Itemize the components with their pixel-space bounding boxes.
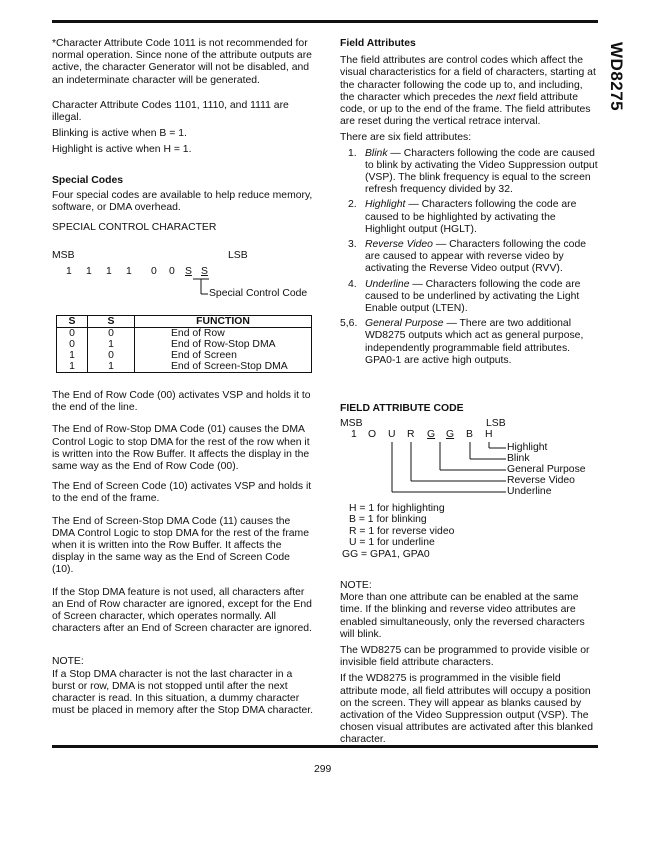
table-cell: 0 xyxy=(57,339,88,350)
def-gg: GG = GPA1, GPA0 xyxy=(342,548,430,560)
table-cell: End of Screen-Stop DMA xyxy=(135,361,312,373)
field-attribute-leader-lines xyxy=(340,418,598,500)
item-name: Underline xyxy=(365,278,410,290)
item-number: 5,6. xyxy=(340,318,358,330)
bit-s2: S xyxy=(201,266,208,277)
table-header-s1: S xyxy=(57,316,88,328)
def-r: R = 1 for reverse video xyxy=(349,525,455,537)
special-control-code-label: Special Control Code xyxy=(209,288,308,299)
item-name: General Purpose xyxy=(365,318,444,330)
bit-2: 1 xyxy=(86,266,92,277)
list-item xyxy=(340,279,598,316)
fa-label-highlight: Highlight xyxy=(507,442,548,453)
fa-bit-u: U xyxy=(388,429,396,440)
fa-lsb-label: LSB xyxy=(486,418,506,429)
list-item xyxy=(340,199,598,236)
special-control-diagram xyxy=(52,250,314,310)
fa-msb-label: MSB xyxy=(340,418,363,429)
item-text: — There are two additional WD8275 outputs which act as general purpose, independently programmable field attributes. GPA0-1 are active high outputs. xyxy=(365,318,584,366)
right-column xyxy=(340,38,598,370)
item-text: — Characters following the code are caused to be underlined by activating the Light Enable output (LTEN). xyxy=(365,278,581,315)
table-row xyxy=(57,339,312,350)
side-label: WD8275 xyxy=(607,42,627,112)
para-row-stop: The End of Row-Stop DMA Code (01) causes the DMA Control Logic to stop DMA for the rest of the row when it is written into the Row Buffer. It affects the display in the same way as the End of Row Code (00). xyxy=(52,424,310,473)
list-item xyxy=(340,318,598,367)
table-cell: 1 xyxy=(88,361,135,373)
item-name: Blink xyxy=(365,147,388,159)
field-attributes-heading: Field Attributes xyxy=(340,38,416,49)
table-row xyxy=(57,328,312,340)
page-number: 299 xyxy=(314,764,332,775)
illegal-codes-text: Character Attribute Codes 1101, 1110, and 1111 are illegal. xyxy=(52,99,289,124)
fa-label-general-purpose: General Purpose xyxy=(507,464,586,475)
item-number: 3. xyxy=(348,239,357,251)
item-number: 1. xyxy=(348,147,357,159)
item-number: 4. xyxy=(348,278,357,290)
six-attributes-text: There are six field attributes: xyxy=(340,132,472,144)
blink-active-text: Blinking is active when B = 1. xyxy=(52,128,187,140)
para-end-of-row: The End of Row Code (00) activates VSP and holds it to the end of the line. xyxy=(52,390,311,414)
special-codes-text: Four special codes are available to help reduce memory, software, or DMA overhead. xyxy=(52,189,313,214)
fa-bit-g2: G xyxy=(446,429,455,440)
right-column-lower xyxy=(340,580,598,747)
fa-bit-o: O xyxy=(368,429,377,440)
table-cell: 0 xyxy=(88,350,135,361)
right-note-text: More than one attribute can be enabled at the same time. If the blinking and reverse video attributes are enabled simultaneously, only the reversed characters will blink. xyxy=(340,592,585,640)
intro-part-2: field attribute code, or up to the end of the frame. The field attributes are reset during the vertical retrace interval. xyxy=(340,91,591,128)
table-cell: 1 xyxy=(57,350,88,361)
list-item xyxy=(340,239,598,276)
fa-bit-g1: G xyxy=(427,429,436,440)
field-attribute-code-heading: FIELD ATTRIBUTE CODE xyxy=(340,403,464,414)
def-b: B = 1 for blinking xyxy=(349,514,427,526)
para-end-of-screen: The End of Screen Code (10) activates VSP and holds it to the end of the frame. xyxy=(52,481,312,505)
table-cell: End of Row-Stop DMA xyxy=(135,339,312,350)
table-header-row xyxy=(57,316,312,328)
fa-label-underline: Underline xyxy=(507,486,552,497)
bit-4: 1 xyxy=(126,266,132,277)
special-control-heading: SPECIAL CONTROL CHARACTER xyxy=(52,222,217,234)
left-column xyxy=(52,38,314,234)
highlight-active-text: Highlight is active when H = 1. xyxy=(52,144,192,156)
field-attribute-definitions xyxy=(342,503,542,560)
table-cell: 0 xyxy=(88,328,135,340)
item-number: 2. xyxy=(348,199,357,211)
attributes-list xyxy=(340,148,598,367)
table-cell: End of Screen xyxy=(135,350,312,361)
special-codes-heading: Special Codes xyxy=(52,174,124,186)
left-note-text: If a Stop DMA character is not the last character in a burst or row, DMA is not stopped until after the next character is read. In this situation, a dummy character must be placed in memory after the Stop DMA character. xyxy=(52,668,314,717)
bit-3: 1 xyxy=(106,266,112,277)
special-control-bracket xyxy=(52,250,314,310)
def-h: H = 1 for highlighting xyxy=(349,503,445,514)
top-rule xyxy=(52,20,598,23)
fa-bit-b: B xyxy=(466,429,473,440)
fa-bit-1: 1 xyxy=(351,429,357,440)
para-visible: If the WD8275 is programmed in the visible field attribute mode, all field attributes will occupy a position on the screen. They will appear as blanks caused by activation of the Video Suppression output (VSP). The chosen visual attributes are activated after this blanked character. xyxy=(340,673,593,746)
item-text: — Characters following the code are caused to be highlighted by activating the Highlight output (HGLT). xyxy=(365,199,577,235)
table-cell: 0 xyxy=(57,328,88,340)
bit-s1: S xyxy=(185,266,192,277)
intro-next: next xyxy=(495,91,516,103)
table-header-function: FUNCTION xyxy=(135,316,312,328)
item-text: — Characters following the code are caused to blink by activating the Video Suppression output (VSP). The blink frequency is equal to the screen refresh frequency divided by 32. xyxy=(365,147,598,196)
table-cell: 1 xyxy=(57,361,88,373)
item-name: Highlight xyxy=(365,199,406,211)
table-cell: 1 xyxy=(88,339,135,350)
msb-label: MSB xyxy=(52,250,75,261)
table-header-s2: S xyxy=(88,316,135,328)
para-stop-dma: If the Stop DMA feature is not used, all characters after an End of Row character are ignored, except for the End of Screen character, which operates normally. All characters after an End of Screen character are ignored. xyxy=(52,586,312,635)
para-screen-stop: The End of Screen-Stop DMA Code (11) causes the DMA Control Logic to stop DMA for the rest of the frame when it is written into the Row Buffer. It affects the display in the same way as the End of Screen Code (10). xyxy=(52,515,309,576)
table-row xyxy=(57,350,312,361)
left-note-heading: NOTE: xyxy=(52,656,84,668)
left-column-lower xyxy=(52,390,314,717)
def-u: U = 1 for underline xyxy=(349,537,435,549)
bit-6: 0 xyxy=(169,266,175,277)
table-row xyxy=(57,361,312,373)
item-name: Reverse Video xyxy=(365,239,433,251)
list-item xyxy=(340,148,598,197)
intro-part-1: The field attributes are control codes which affect the visual characteristics for a field of characters, starting at the character following the code up to, and including, the character which precedes the xyxy=(340,55,596,103)
lsb-label: LSB xyxy=(228,250,248,261)
fa-label-reverse-video: Reverse Video xyxy=(507,475,575,486)
right-note-heading: NOTE: xyxy=(340,580,372,591)
fa-label-blink: Blink xyxy=(507,453,530,464)
fa-bit-h: H xyxy=(485,429,493,440)
field-attribute-diagram xyxy=(340,418,598,500)
bit-1: 1 xyxy=(66,266,72,277)
bit-5: 0 xyxy=(151,266,157,277)
field-attributes-intro xyxy=(340,55,598,128)
para-programmed: The WD8275 can be programmed to provide visible or invisible field attribute characters. xyxy=(340,645,590,669)
footnote: *Character Attribute Code 1011 is not recommended for normal operation. Since none of the attribute outputs are active, the character Generator will not be disabled, and an indeterminate character will be generated. xyxy=(52,38,312,86)
table-cell: End of Row xyxy=(135,328,312,340)
function-table xyxy=(56,315,312,373)
fa-bit-r: R xyxy=(407,429,415,440)
item-text: — Characters following the code are caused to appear with reverse video by activating the Reverse Video output (RVV). xyxy=(365,239,587,275)
